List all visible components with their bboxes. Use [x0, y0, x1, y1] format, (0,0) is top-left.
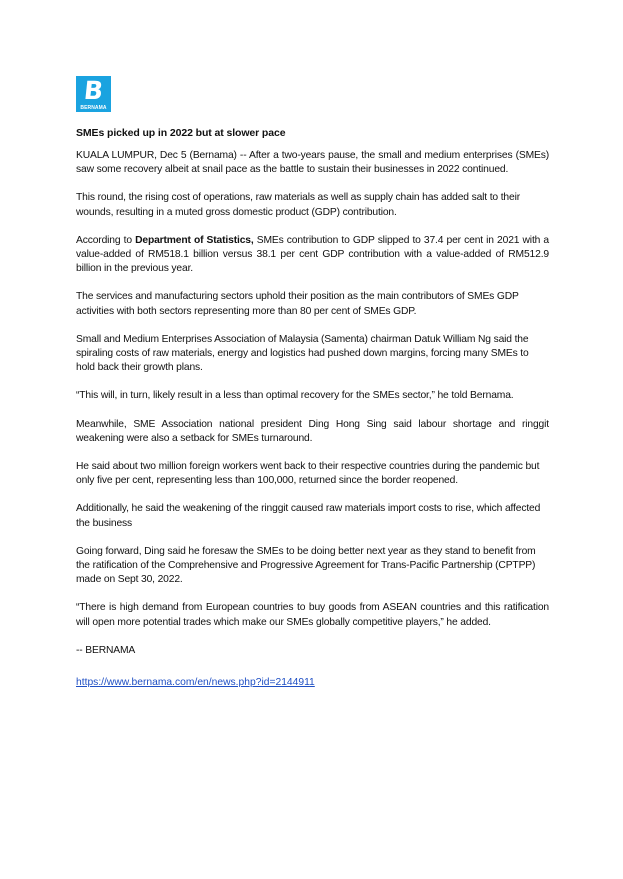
paragraph-7: Meanwhile, SME Association national president Ding Hong Sing said labour shortage and ringgit weakening were also a setback for SMEs turnaround.: [76, 418, 549, 444]
paragraph-5: Small and Medium Enterprises Association of Malaysia (Samenta) chairman Datuk William Ng said the spiraling costs of raw materials, energy and logistics had pushed down margins, forcing many SMEs to hold back their growth plans.: [76, 333, 529, 374]
document-page: [76, 76, 549, 690]
bernama-b-icon: B: [82, 76, 105, 105]
paragraph-10: Going forward, Ding said he foresaw the SMEs to be doing better next year as they stand to benefit from the ratification of the Comprehensive and Progressive Agreement for Trans-Pacific Partnership (CPTPP) made on Sept 30, 2022.: [76, 545, 536, 586]
signoff: -- BERNAMA: [76, 644, 136, 656]
paragraph-2: This round, the rising cost of operations, raw materials as well as supply chain has added salt to their wounds, resulting in a muted gross domestic product (GDP) contribution.: [76, 192, 520, 218]
paragraph-3-suffix: SMEs contribution to GDP slipped to 37.4 per cent in 2021 with a value-added of RM518.1 billion versus 38.1 per cent GDP contribution with a value-added of RM512.9 billion in the previous year.: [76, 234, 549, 275]
department-of-statistics: Department of Statistics,: [135, 234, 254, 246]
paragraph-9: Additionally, he said the weakening of the ringgit caused raw materials import costs to rise, which affected the business: [76, 503, 541, 529]
article-headline: SMEs picked up in 2022 but at slower pace: [76, 127, 286, 139]
paragraph-8: He said about two million foreign workers went back to their respective countries during the pandemic but only five per cent, representing less than 100,000, returned since the border reopened.: [76, 461, 540, 487]
paragraph-1: KUALA LUMPUR, Dec 5 (Bernama) -- After a two-years pause, the small and medium enterprises (SMEs) saw some recovery albeit at snail pace as the battle to sustain their businesses in 2022 continued.: [76, 150, 549, 176]
bernama-logo-text: BERNAMA: [80, 105, 107, 111]
paragraph-4: The services and manufacturing sectors uphold their position as the main contributors of SMEs GDP activities with both sectors representing more than 80 per cent of SMEs GDP.: [76, 291, 519, 317]
paragraph-11: “There is high demand from European countries to buy goods from ASEAN countries and this ratification will open more potential trades which make our SMEs globally competitive players,” he added.: [76, 602, 549, 628]
paragraph-6: “This will, in turn, likely result in a less than optimal recovery for the SMEs sector,” he told Bernama.: [76, 390, 514, 402]
bernama-logo: [76, 76, 111, 112]
paragraph-3: [76, 234, 549, 277]
source-link[interactable]: https://www.bernama.com/en/news.php?id=2144911: [76, 677, 315, 689]
paragraph-3-prefix: According to: [76, 234, 136, 246]
